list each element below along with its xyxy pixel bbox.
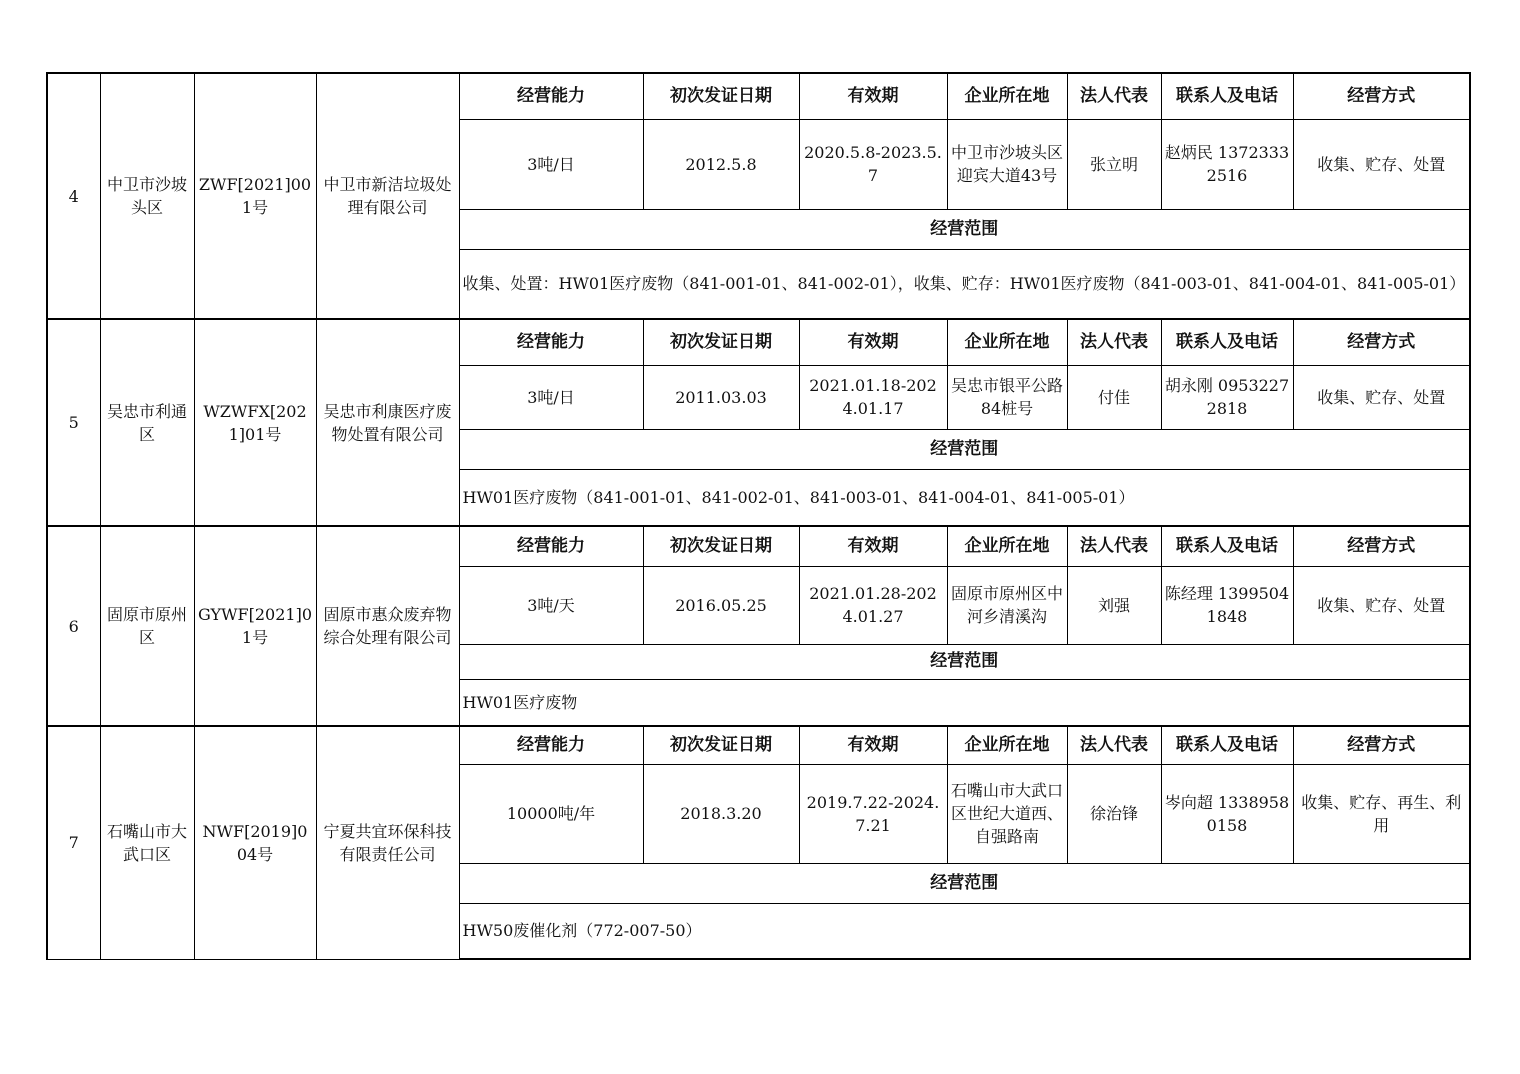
header-first-issue-date: 初次发证日期: [643, 726, 799, 764]
header-scope: 经营范围: [459, 644, 1470, 679]
scope-value: HW01医疗废物（841-001-01、841-002-01、841-003-01、841-004-01、841-005-01）: [459, 469, 1470, 526]
legal-rep-value: 付佳: [1067, 365, 1161, 429]
contact-value: 胡永刚 09532272818: [1161, 365, 1293, 429]
header-contact: 联系人及电话: [1161, 526, 1293, 566]
capacity-value: 3吨/日: [459, 365, 643, 429]
header-contact: 联系人及电话: [1161, 726, 1293, 764]
header-location: 企业所在地: [947, 726, 1067, 764]
district: 吴忠市利通区: [100, 319, 194, 526]
header-first-issue-date: 初次发证日期: [643, 526, 799, 566]
record-number: 6: [47, 526, 100, 726]
validity-value: 2020.5.8-2023.5.7: [799, 119, 947, 209]
header-capacity: 经营能力: [459, 726, 643, 764]
scope-value: HW50废催化剂（772-007-50）: [459, 903, 1470, 959]
header-contact: 联系人及电话: [1161, 73, 1293, 119]
header-mode: 经营方式: [1293, 526, 1470, 566]
header-scope: 经营范围: [459, 209, 1470, 249]
location-value: 中卫市沙坡头区迎宾大道43号: [947, 119, 1067, 209]
company-name: 固原市惠众废弃物综合处理有限公司: [316, 526, 459, 726]
permit-number: ZWF[2021]001号: [194, 73, 316, 319]
location-value: 吴忠市银平公路84桩号: [947, 365, 1067, 429]
district: 石嘴山市大武口区: [100, 726, 194, 959]
record-number: 4: [47, 73, 100, 319]
record-6-header-row: [47, 526, 1470, 566]
header-first-issue-date: 初次发证日期: [643, 319, 799, 365]
first-issue-date-value: 2018.3.20: [643, 764, 799, 863]
header-validity: 有效期: [799, 319, 947, 365]
legal-rep-value: 徐治锋: [1067, 764, 1161, 863]
mode-value: 收集、贮存、处置: [1293, 566, 1470, 644]
header-legal-rep: 法人代表: [1067, 726, 1161, 764]
header-capacity: 经营能力: [459, 319, 643, 365]
record-number: 5: [47, 319, 100, 526]
location-value: 石嘴山市大武口区世纪大道西、自强路南: [947, 764, 1067, 863]
company-name: 宁夏共宜环保科技有限责任公司: [316, 726, 459, 959]
mode-value: 收集、贮存、处置: [1293, 119, 1470, 209]
scope-value: 收集、处置：HW01医疗废物（841-001-01、841-002-01），收集、贮存：HW01医疗废物（841-003-01、841-004-01、841-005-01）: [459, 249, 1470, 319]
header-location: 企业所在地: [947, 73, 1067, 119]
district: 中卫市沙坡头区: [100, 73, 194, 319]
contact-value: 陈经理 13995041848: [1161, 566, 1293, 644]
legal-rep-value: 张立明: [1067, 119, 1161, 209]
validity-value: 2019.7.22-2024.7.21: [799, 764, 947, 863]
first-issue-date-value: 2016.05.25: [643, 566, 799, 644]
header-first-issue-date: 初次发证日期: [643, 73, 799, 119]
capacity-value: 10000吨/年: [459, 764, 643, 863]
record-5-header-row: [47, 319, 1470, 365]
contact-value: 赵炳民 13723332516: [1161, 119, 1293, 209]
header-validity: 有效期: [799, 526, 947, 566]
record-number: 7: [47, 726, 100, 959]
first-issue-date-value: 2011.03.03: [643, 365, 799, 429]
capacity-value: 3吨/日: [459, 119, 643, 209]
permit-number: NWF[2019]004号: [194, 726, 316, 959]
validity-value: 2021.01.28-2024.01.27: [799, 566, 947, 644]
header-mode: 经营方式: [1293, 726, 1470, 764]
header-validity: 有效期: [799, 73, 947, 119]
capacity-value: 3吨/天: [459, 566, 643, 644]
mode-value: 收集、贮存、处置: [1293, 365, 1470, 429]
header-scope: 经营范围: [459, 429, 1470, 469]
header-capacity: 经营能力: [459, 73, 643, 119]
record-7-header-row: [47, 726, 1470, 764]
permit-number: WZWFX[2021]01号: [194, 319, 316, 526]
permit-table: [46, 72, 1471, 960]
first-issue-date-value: 2012.5.8: [643, 119, 799, 209]
record-4-header-row: [47, 73, 1470, 119]
company-name: 中卫市新洁垃圾处理有限公司: [316, 73, 459, 319]
validity-value: 2021.01.18-2024.01.17: [799, 365, 947, 429]
header-legal-rep: 法人代表: [1067, 73, 1161, 119]
header-validity: 有效期: [799, 726, 947, 764]
header-mode: 经营方式: [1293, 73, 1470, 119]
scope-value: HW01医疗废物: [459, 679, 1470, 726]
header-capacity: 经营能力: [459, 526, 643, 566]
header-location: 企业所在地: [947, 319, 1067, 365]
header-contact: 联系人及电话: [1161, 319, 1293, 365]
header-legal-rep: 法人代表: [1067, 319, 1161, 365]
header-mode: 经营方式: [1293, 319, 1470, 365]
mode-value: 收集、贮存、再生、利用: [1293, 764, 1470, 863]
contact-value: 岑向超 13389580158: [1161, 764, 1293, 863]
company-name: 吴忠市利康医疗废物处置有限公司: [316, 319, 459, 526]
legal-rep-value: 刘强: [1067, 566, 1161, 644]
header-legal-rep: 法人代表: [1067, 526, 1161, 566]
permit-number: GYWF[2021]01号: [194, 526, 316, 726]
header-scope: 经营范围: [459, 863, 1470, 903]
location-value: 固原市原州区中河乡清溪沟: [947, 566, 1067, 644]
district: 固原市原州区: [100, 526, 194, 726]
header-location: 企业所在地: [947, 526, 1067, 566]
